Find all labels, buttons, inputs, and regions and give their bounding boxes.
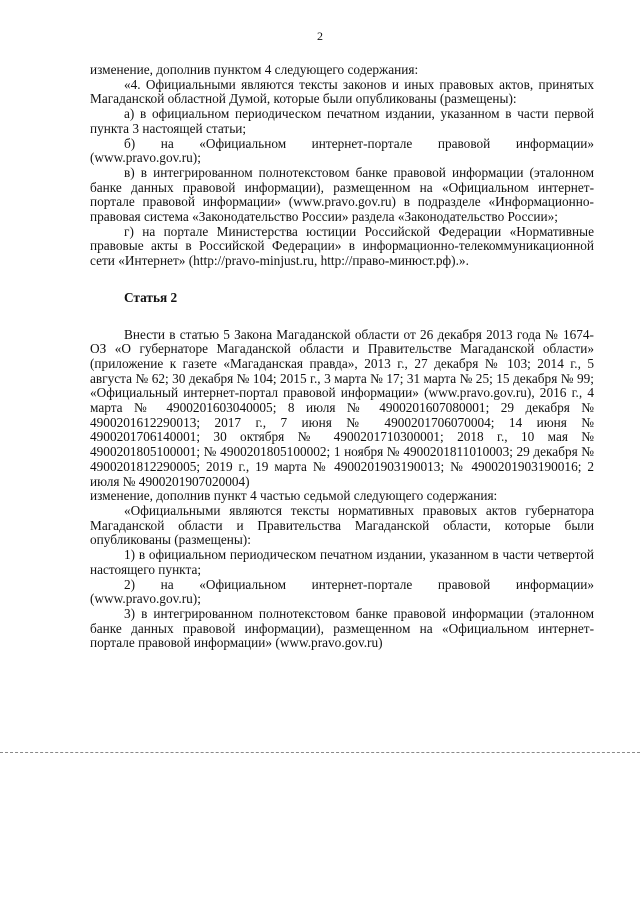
paragraph: изменение, дополнив пунктом 4 следующего содержания: xyxy=(90,62,419,77)
page-number: 2 xyxy=(317,29,323,43)
paragraph: 1) в официальном периодическом печатном издании, указанном в части четвертой настоящего пункта; xyxy=(90,547,594,577)
paragraph: а) в официальном периодическом печатном издании, указанном в части первой пункта 3 настоящей статьи; xyxy=(90,106,594,136)
section-gap xyxy=(90,269,594,291)
paragraph: Внести в статью 5 Закона Магаданской области от 26 декабря 2013 года № 1674-ОЗ «О губернаторе Магаданской области и Правительстве Магаданской области» (приложение к газете «Магаданская правда», 2013 г., 27 декабря № 103; 2014 г., 5 августа № 62; 30 декабря № 104; 2015 г., 3 марта № 17; 31 марта № 25; 15 декабря № 99; «Официальный интернет-портал правовой информации» (www.pravo.gov.ru), 2016 г., 4 марта № 4900201603040005; 8 июля № 4900201607080001; 29 декабря № 4900201612290013; 2017 г., 7 июня № 4900201706070004; 14 июня № 4900201706140001; 30 октября № 4900201710300001; 2018 г., 10 мая № 4900201805100001; № 4900201805100002; 1 ноября № 4900201811010003; 29 декабря № 4900201812290005; 2019 г., 19 марта № 4900201903190013; № 4900201903190016; 2 июля № 4900201907020004) xyxy=(90,326,594,489)
paragraph: 3) в интегрированном полнотекстовом банке правовой информации (эталонном банке данных правовой информации), размещенном на «Официальном интернет-портале правовой информации» (www.pravo.gov.ru) xyxy=(90,605,594,651)
document-body xyxy=(90,63,594,651)
paragraph: 2) на «Официальном интернет-портале правовой информации» (www.pravo.gov.ru); xyxy=(90,576,594,607)
article-heading: Статья 2 xyxy=(124,289,178,305)
page-divider xyxy=(0,752,640,753)
paragraph: б) на «Официальном интернет-портале правовой информации» (www.pravo.gov.ru); xyxy=(90,135,594,166)
paragraph: изменение, дополнив пункт 4 частью седьмой следующего содержания: xyxy=(90,488,498,504)
paragraph: г) на портале Министерства юстиции Российской Федерации «Нормативные правовые акты в Российской Федерации» в информационно-телекоммуникационной сети «Интернет» (http://pravo-minjust.ru, http://право-минюст.рф).». xyxy=(90,223,594,269)
paragraph: «4. Официальными являются тексты законов и иных правовых актов, принятых Магаданской областной Думой, которые были опубликованы (размещены): xyxy=(90,76,594,107)
paragraph: в) в интегрированном полнотекстовом банке правовой информации (эталонном банке данных правовой информации), размещенном на «Официальном интернет-портале правовой информации» (www.pravo.gov.ru) в подразделе «Информационно-правовая система «Законодательство России» раздела «Законодательство России»; xyxy=(90,164,594,225)
paragraph: «Официальными являются тексты нормативных правовых актов губернатора Магаданской области и Правительства Магаданской области, которые были опубликованы (размещены): xyxy=(90,502,594,548)
